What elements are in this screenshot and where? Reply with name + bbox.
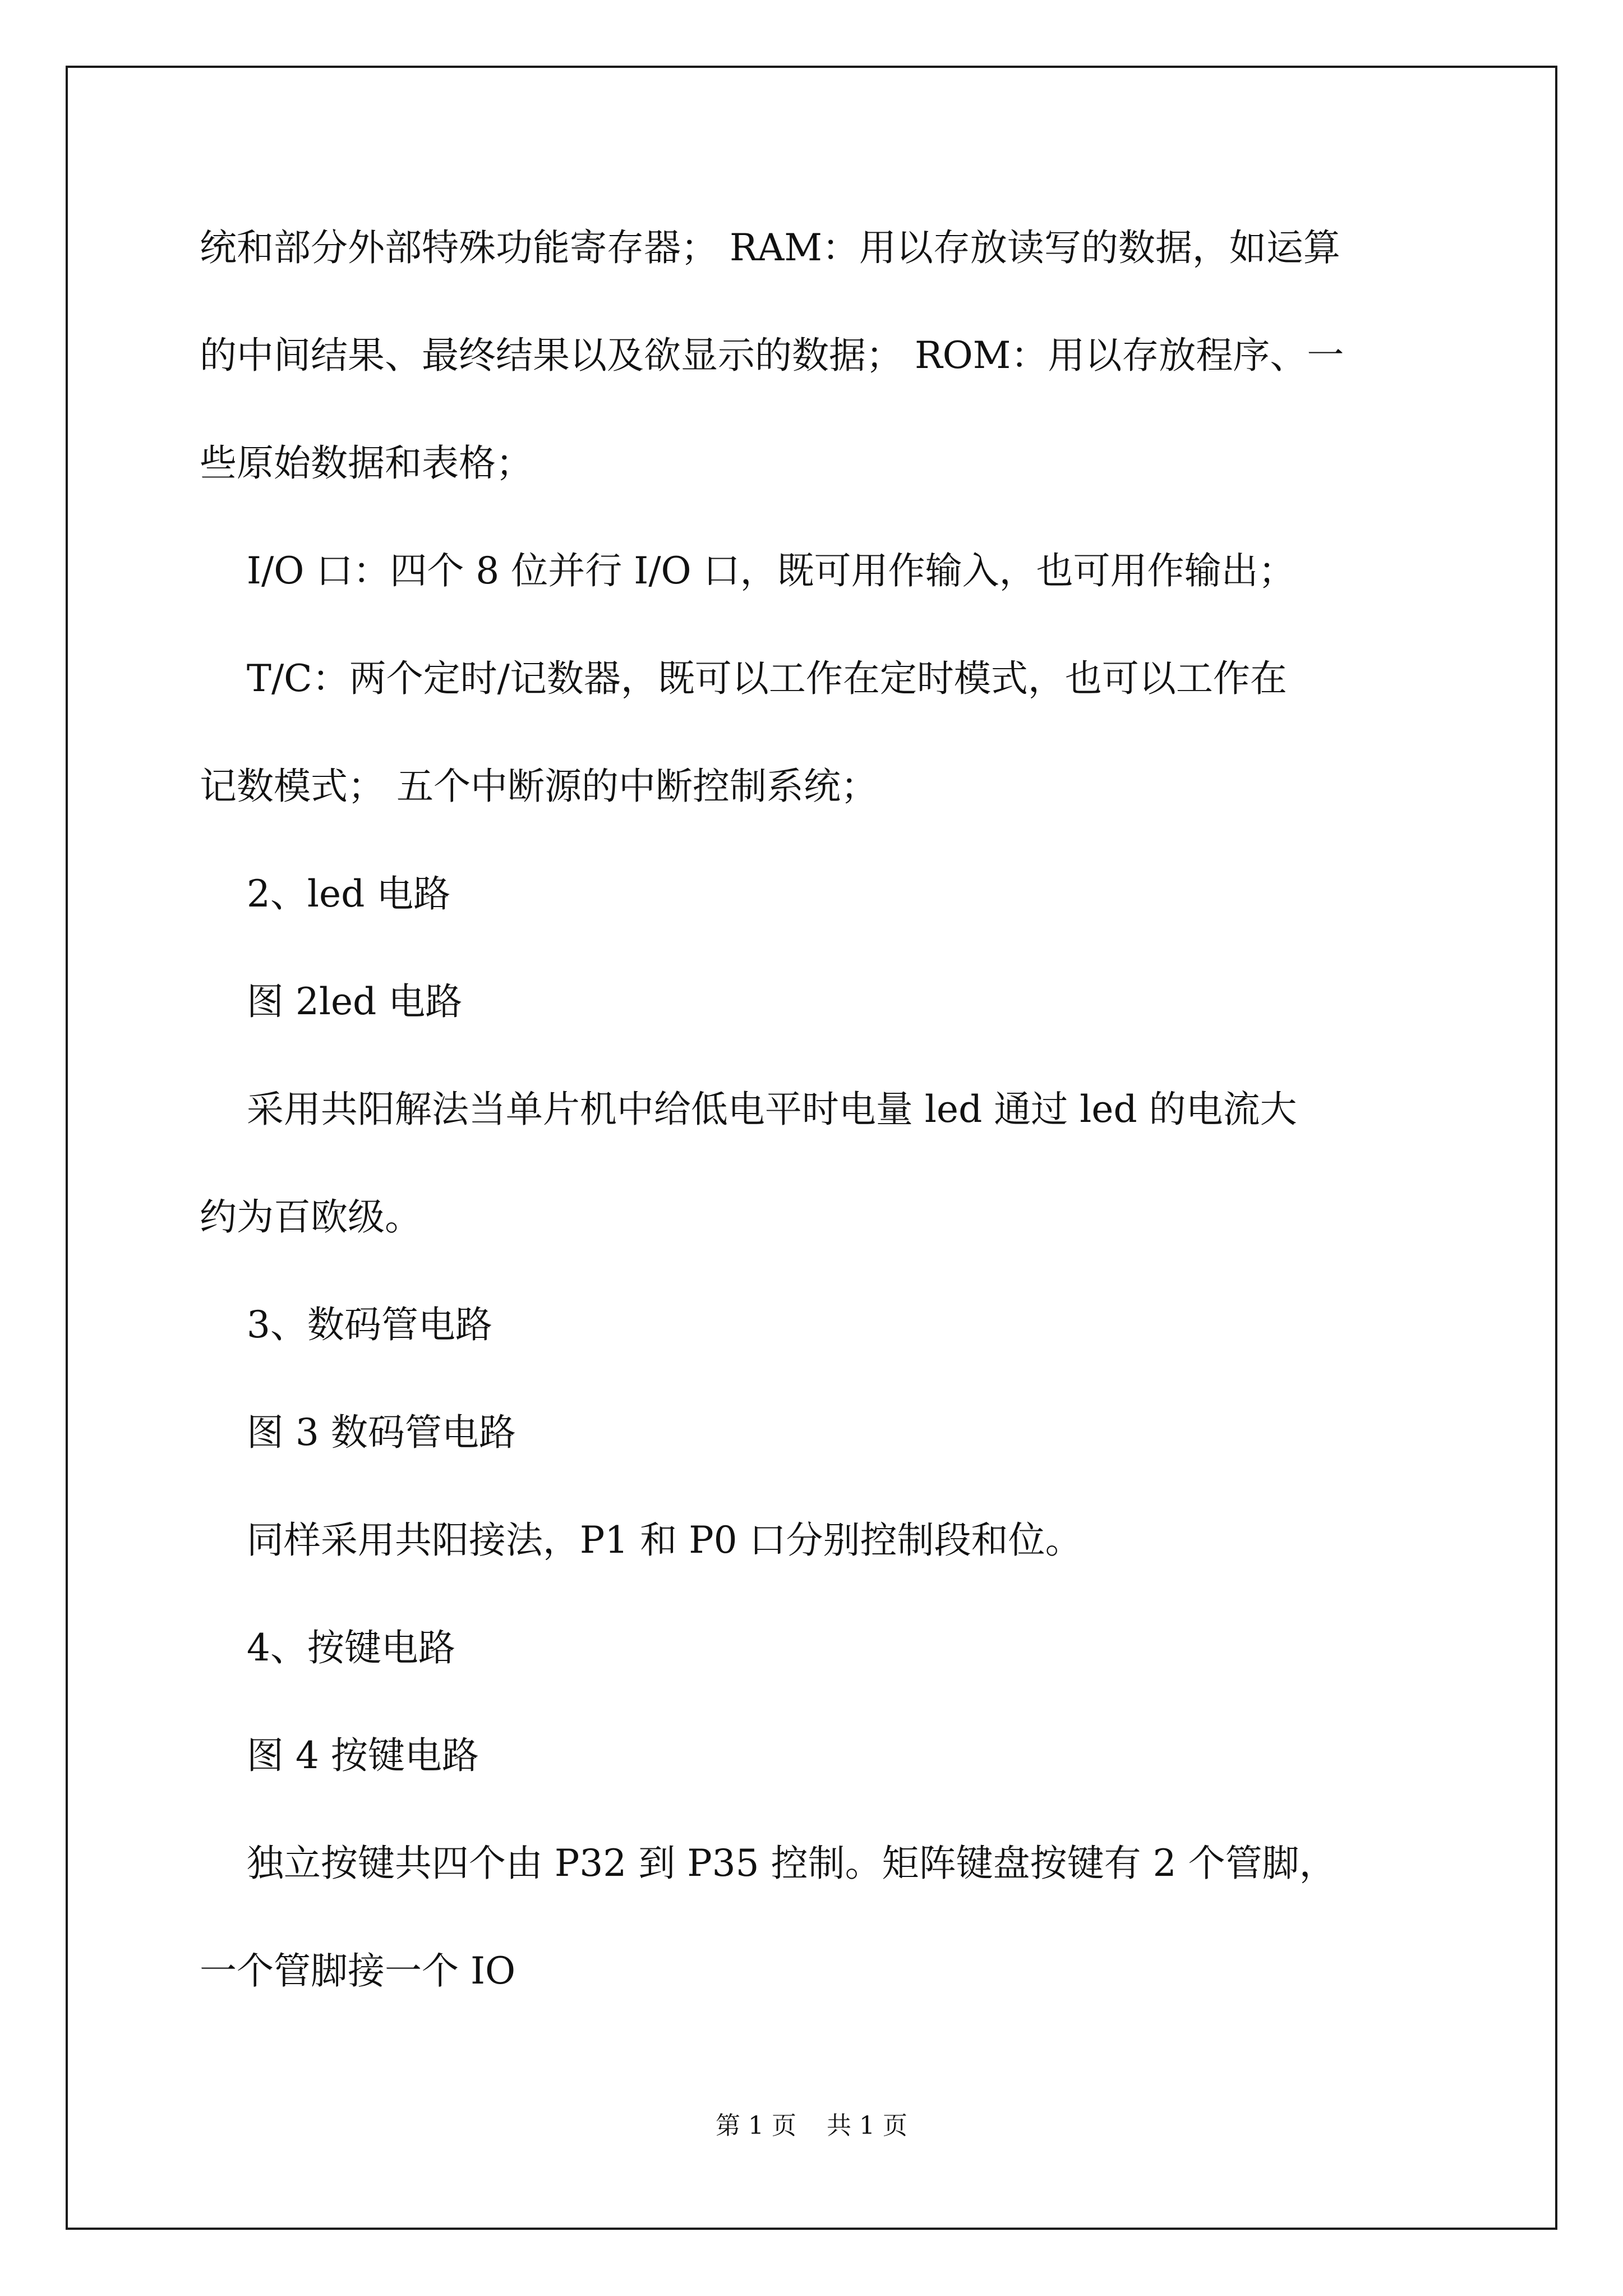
text-line-5: T/C：两个定时/记数器，既可以工作在定时模式，也可以工作在: [200, 657, 1287, 700]
text-line-16: 独立按键共四个由 P32 到 P35 控制。矩阵键盘按键有 2 个管脚，: [200, 1842, 1336, 1885]
section-heading-button: 4、按键电路: [200, 1626, 455, 1669]
page-number: 第 1 页: [716, 2111, 796, 2140]
text-line-13: 同样采用共阳接法，P1 和 P0 口分别控制段和位。: [200, 1519, 1082, 1562]
text-line-6: 记数模式； 五个中断源的中断控制系统；: [200, 765, 878, 808]
section-heading-digit-tube: 3、数码管电路: [200, 1303, 492, 1346]
figure-caption-2: 图 2led 电路: [200, 980, 463, 1023]
document-body: [200, 213, 1428, 2044]
text-line-9: 采用共阳解法当单片机中给低电平时电量 led 通过 led 的电流大: [200, 1088, 1297, 1131]
figure-caption-4: 图 4 按键电路: [200, 1734, 479, 1777]
text-line-3: 些原始数据和表格；: [200, 441, 533, 485]
text-line-4: I/O 口：四个 8 位并行 I/O 口，既可用作输入，也可用作输出；: [200, 549, 1295, 592]
page-footer: [0, 2109, 1623, 2143]
figure-caption-3: 图 3 数码管电路: [200, 1411, 516, 1454]
text-line-1: 统和部分外部特殊功能寄存器； RAM：用以存放读写的数据，如运算: [200, 226, 1340, 269]
text-line-10: 约为百欧级。: [200, 1195, 422, 1239]
text-line-2: 的中间结果、最终结果以及欲显示的数据； ROM：用以存放程序、一: [200, 334, 1344, 377]
section-heading-led: 2、led 电路: [200, 872, 451, 915]
text-line-17: 一个管脚接一个 IO: [200, 1949, 516, 1993]
page-total: 共 1 页: [827, 2111, 907, 2140]
